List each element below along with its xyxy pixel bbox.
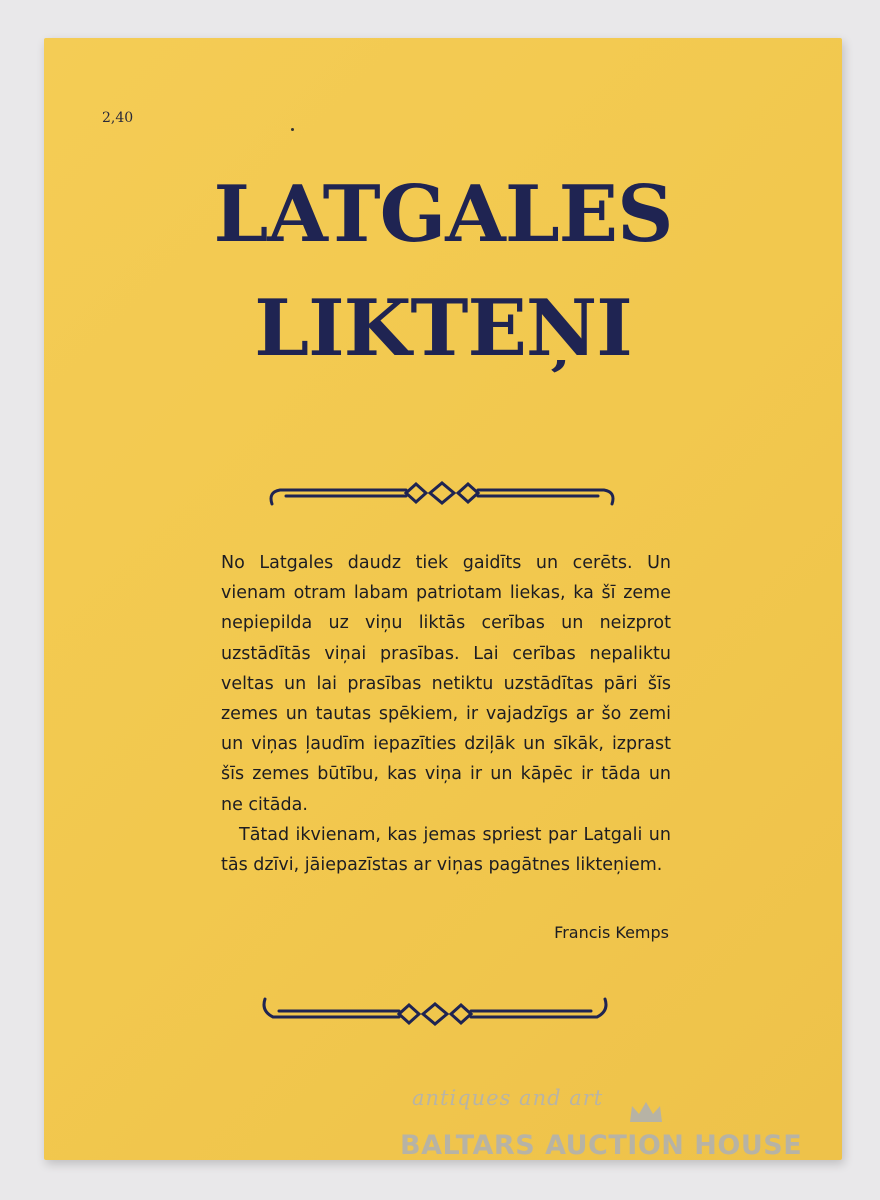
author-signature: Francis Kemps (554, 923, 669, 942)
watermark-tagline: antiques and art (412, 1086, 604, 1110)
title-line-2: LIKTEŅI (254, 283, 632, 374)
top-ornament-divider (266, 478, 618, 514)
title-line-1: LATGALES (213, 169, 673, 260)
price-label: 2,40 (102, 110, 134, 126)
book-back-cover (44, 38, 842, 1160)
print-dot (291, 128, 294, 131)
blurb-paragraph-1: No Latgales daudz tiek gaidīts un cerēts. Un vienam otram labam patriotam liekas, ka šī zeme nepiepilda uz viņu liktās cerības un neizprot uzstādītās viņai prasības. Lai cerības nepaliktu veltas un lai prasības netiktu uzstādītas pāri šīs zemes un tautas spēkiem, ir vajadzīgs ar šo zemi un viņas ļaudīm iepazīties dziļāk un sīkāk, izprast šīs zemes būtību, kas viņa ir un kāpēc ir tāda un ne citāda. (221, 553, 671, 815)
bottom-ornament-divider (259, 993, 611, 1029)
blurb-text (221, 548, 671, 880)
blurb-paragraph-2: Tātad ikvienam, kas jemas spriest par Latgali un tās dzīvi, jāiepazīstas ar viņas pagātnes likteņiem. (221, 824, 671, 876)
crown-icon (628, 1100, 664, 1124)
watermark-brand: BALTARS AUCTION HOUSE (400, 1130, 803, 1161)
